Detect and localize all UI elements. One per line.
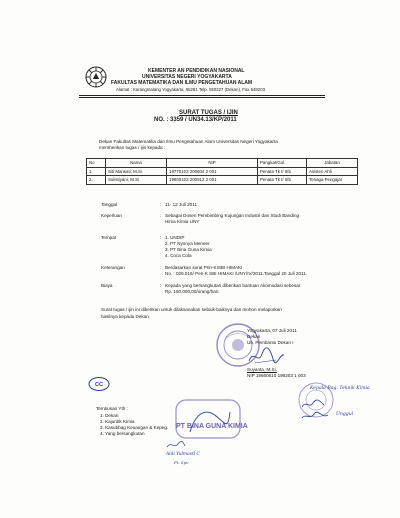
svg-text:CC: CC [95,382,103,388]
handwritten-signatory: Aldi Yulmastl C [166,452,200,457]
column-header: Jabatan [307,159,358,168]
cost-line-1: Kepada yang bersangkutan diberikan bantuan Akomodasi sebesar [165,283,301,288]
note-line-1: Berdasarkan surat Prin-KISBI HIMAKI [165,265,243,270]
certification-logo-icon [88,376,110,392]
dean-signature-icon [246,345,286,367]
right-signature-2-icon [300,410,330,422]
place-item: 2. PT Nyonya Meneer [165,241,210,246]
signature-role-1: Dekan [247,334,261,339]
assignment-date-label: Tanggal [101,202,118,207]
note-label: Keterangan [101,265,125,270]
right-signature-1-icon [300,398,326,410]
letterhead-address: Alamat : Karangmalang Yogyakarta, 55281 Telp. 550227 (Dekan), Fax 548203 [116,87,265,92]
closing-line-2: hasilnya kepada Dekan. [101,314,151,319]
table-cell: Tenaga Pengajar [307,176,358,185]
colon: : [160,265,162,270]
table-cell: 19770103 200604 2 001 [167,167,258,176]
signatory-nip: NIP 19660610 198203 1 003 [247,373,306,378]
bottom-signature-icon [165,440,187,450]
personnel-table [86,158,358,185]
colon: : [160,283,162,288]
closing-line-1: Surat tugas / ijin ini diberikan untuk dilaksanakan sebaik-baiknya dan mohon melaporkan [101,307,282,312]
signatory-name: Suyanta, M.Si. [247,367,277,372]
table-cell: 19800103 200912 2 001 [167,176,258,185]
signature-role-2: Ub. Pembantu Dekan I [247,340,294,345]
colon: : [160,213,162,218]
intro-line-2: memberikan tugas / ijin kepada : [99,145,166,150]
cc-item: 4. Yang bersangkutan [100,431,145,436]
table-cell: Penata Tk I/ IIIb [258,176,307,185]
table-cell: Asisten Ahli [307,167,358,176]
university-logo-icon [85,66,107,88]
university-name: UNIVERSITAS NEGERI YOGYAKARTA [142,74,232,80]
cost-line-2: Rp. 160.000,00/orang/hari. [165,289,220,294]
column-header: No [87,159,106,168]
handwritten-name: Unggul [336,412,354,417]
place-label: Tempat [101,235,117,240]
table-header-row [87,159,358,168]
ministry-name: KEMENTER AN PENDIDIKAN NASIONAL [148,68,245,74]
place-item: 3. PT Bina Guna Kimia [165,247,212,252]
signature-place-date: Yogyakarta, 07 Juli 2011 [247,328,297,333]
letterhead-divider-thin [79,97,325,98]
table-cell: Penata Tk I/ IIIb [258,167,307,176]
column-header: Pangkat/Gol. [258,159,307,168]
column-header: Nama [106,159,167,168]
letter-title: SURAT TUGAS / IJIN [179,110,238,116]
table-row [87,176,358,185]
column-header: NIP [167,159,258,168]
cc-item: 2. Kajurdik Kimia [100,419,135,424]
table-cell: Sulistiyani, M.Si [106,176,167,185]
letter-number: NO. : 3359 / UN34.13/KP/2011 [154,117,237,123]
purpose-line-2: Hima Kimia UNY [165,219,200,224]
table-row [87,167,358,176]
assignment-date: 11- 12 Juli 2011 [165,202,198,207]
place-item: 1. UNDIP [165,235,185,240]
handwritten-initials: Pt. Spv [174,460,189,465]
purpose-line-1: Sebagai Dosen Pembimbing Kujungan Industri dan Studi Banding [165,213,300,218]
company-stamp-icon [172,394,244,444]
cost-label: Biaya [101,283,113,288]
colon: : [160,202,162,207]
letterhead-divider [79,95,325,96]
cc-item: 3. Kasubbag Keuangan & Kepeg. [100,425,169,430]
purpose-label: Keperluan [101,213,122,218]
table-cell: Siti Marwati, M.Si [106,167,167,176]
handwritten-note: Kepala Bag. Teknik Kimia [310,386,370,391]
table-cell: 1. [87,167,106,176]
faculty-name: FAKULTAS MATEMATIKA DAN ILMU PENGETAHUAN ALAM [111,80,253,86]
intro-line-1: Dekan Fakultas Matematika dan Ilmu Pengetahuan Alam Universitas Negeri Yogyakarta [99,139,278,144]
colon: : [160,235,162,240]
cc-heading: Tembusan Yth : [96,406,128,411]
company-stamp-text: PT BINA GUNA KIMIA [176,423,248,430]
note-line-2: No. : 026.016/ Pen-K SBI HIMAKI /UNY/IV/2011,Tanggal 20 Juli 2011. [165,271,308,276]
cc-item: 1. Dekan [100,413,119,418]
table-cell: 2. [87,176,106,185]
place-item: 4. Coca Cola [165,253,192,258]
